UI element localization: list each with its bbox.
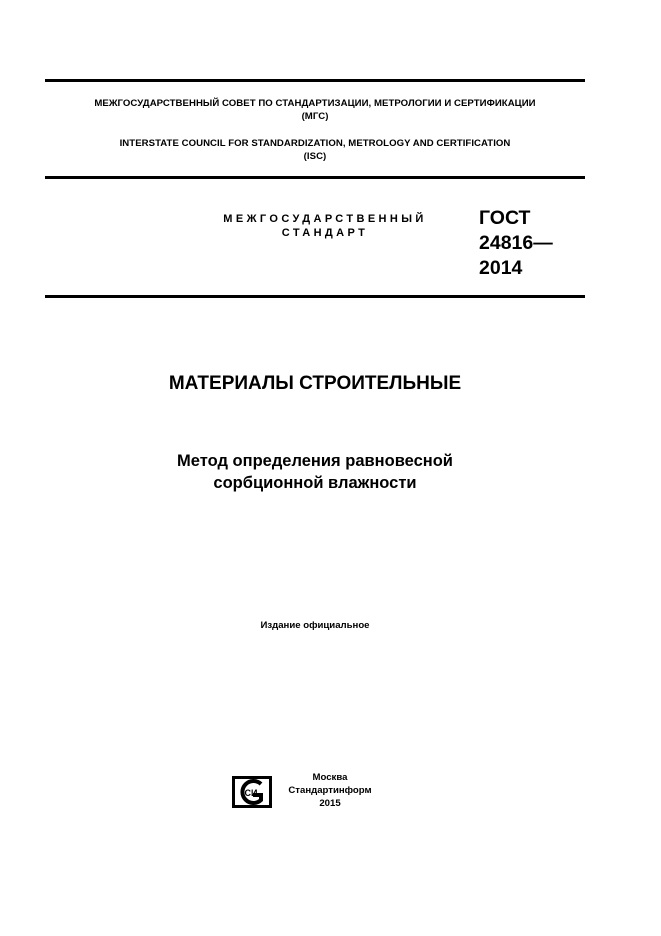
council-ru-abbr: (МГС) xyxy=(301,111,329,122)
standard-kind xyxy=(190,212,460,240)
document-title: МАТЕРИАЛЫ СТРОИТЕЛЬНЫЕ xyxy=(168,373,462,394)
publisher-block xyxy=(280,771,380,810)
gost-number: 24816— xyxy=(479,232,553,254)
council-en-block xyxy=(45,137,585,163)
council-ru-block xyxy=(45,97,585,123)
gost-year: 2014 xyxy=(479,257,523,279)
subtitle-line1: Метод определения равновесной xyxy=(177,452,453,470)
council-en-abbr: (ISC) xyxy=(303,151,327,162)
council-ru-name: МЕЖГОСУДАРСТВЕННЫЙ СОВЕТ ПО СТАНДАРТИЗАЦИИ, МЕТРОЛОГИИ И СЕРТИФИКАЦИИ xyxy=(94,98,536,109)
gost-prefix: ГОСТ xyxy=(479,207,531,229)
gost-designation xyxy=(479,206,553,281)
council-en-name: INTERSTATE COUNCIL FOR STANDARDIZATION, METROLOGY AND CERTIFICATION xyxy=(119,138,511,149)
standard-kind-line1: МЕЖГОСУДАРСТВЕННЫЙ xyxy=(223,213,427,225)
bottom-rule xyxy=(45,295,585,298)
subtitle-line2: сорбционной влажности xyxy=(213,474,417,492)
publisher-name: Стандартинформ xyxy=(288,785,372,796)
edition-note: Издание официальное xyxy=(260,620,370,631)
publisher-city: Москва xyxy=(312,772,348,783)
svg-text:СИ: СИ xyxy=(244,788,258,798)
middle-rule xyxy=(45,176,585,179)
top-rule xyxy=(45,79,585,82)
standard-kind-line2: СТАНДАРТ xyxy=(281,227,369,239)
standartinform-logo-icon xyxy=(231,775,273,809)
publisher-year: 2015 xyxy=(319,798,341,809)
document-subtitle xyxy=(0,450,630,494)
